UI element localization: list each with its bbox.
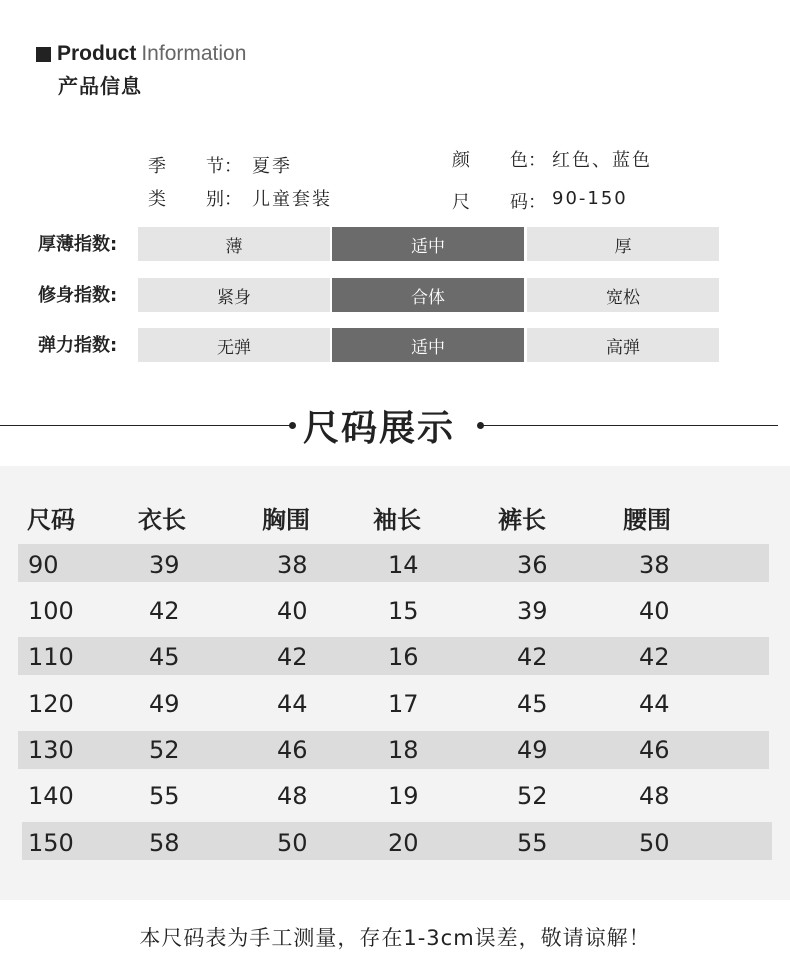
col-header-length: 衣长 bbox=[138, 506, 186, 534]
col-header-pants: 裤长 bbox=[498, 506, 546, 534]
table-cell: 100 bbox=[28, 597, 74, 625]
table-cell: 120 bbox=[28, 690, 74, 718]
table-cell: 39 bbox=[149, 551, 180, 579]
table-cell: 44 bbox=[639, 690, 670, 718]
thickness-index-label: 厚薄指数: bbox=[38, 234, 118, 255]
table-cell: 48 bbox=[639, 782, 670, 810]
table-cell: 50 bbox=[277, 829, 308, 857]
table-cell: 40 bbox=[277, 597, 308, 625]
heading-product-info-cn: 产品信息 bbox=[58, 74, 142, 98]
fit-index-label: 修身指数: bbox=[38, 285, 118, 306]
table-cell: 130 bbox=[28, 736, 74, 764]
table-cell: 18 bbox=[388, 736, 419, 764]
table-cell: 46 bbox=[277, 736, 308, 764]
thickness-option-medium: 适中 bbox=[332, 227, 524, 261]
square-bullet-icon bbox=[36, 47, 51, 62]
table-cell: 140 bbox=[28, 782, 74, 810]
table-cell: 42 bbox=[517, 643, 548, 671]
table-cell: 42 bbox=[149, 597, 180, 625]
table-cell: 14 bbox=[388, 551, 419, 579]
table-cell: 40 bbox=[639, 597, 670, 625]
section-title-size-chart: 尺码展示 bbox=[303, 408, 456, 449]
table-cell: 46 bbox=[639, 736, 670, 764]
attr-key: 尺 bbox=[452, 192, 470, 213]
table-cell: 48 bbox=[277, 782, 308, 810]
fit-option-loose: 宽松 bbox=[527, 278, 719, 312]
table-cell: 39 bbox=[517, 597, 548, 625]
attr-key: 色： bbox=[510, 150, 546, 171]
col-header-sleeve: 袖长 bbox=[373, 506, 421, 534]
table-cell: 36 bbox=[517, 551, 548, 579]
attr-key: 节： bbox=[206, 156, 242, 177]
attr-value: 红色、蓝色 bbox=[552, 150, 652, 171]
table-cell: 55 bbox=[517, 829, 548, 857]
col-header-chest: 胸围 bbox=[262, 506, 310, 534]
table-cell: 55 bbox=[149, 782, 180, 810]
table-cell: 45 bbox=[149, 643, 180, 671]
table-cell: 17 bbox=[388, 690, 419, 718]
table-cell: 49 bbox=[517, 736, 548, 764]
product-information-heading bbox=[36, 40, 246, 68]
attr-value: 90-150 bbox=[552, 188, 628, 209]
table-cell: 42 bbox=[639, 643, 670, 671]
attr-key: 颜 bbox=[452, 150, 470, 171]
attr-key: 类 bbox=[148, 189, 166, 210]
attr-key: 码： bbox=[510, 192, 546, 213]
fit-option-regular: 合体 bbox=[332, 278, 524, 312]
title-rule-right bbox=[483, 425, 778, 426]
table-cell: 150 bbox=[28, 829, 74, 857]
heading-product: Product bbox=[57, 42, 137, 65]
thickness-option-thin: 薄 bbox=[138, 227, 330, 261]
elasticity-option-none: 无弹 bbox=[138, 328, 330, 362]
attr-value: 儿童套装 bbox=[252, 189, 332, 210]
table-cell: 52 bbox=[517, 782, 548, 810]
title-dot-left bbox=[289, 422, 296, 429]
table-cell: 15 bbox=[388, 597, 419, 625]
measurement-disclaimer: 本尺码表为手工测量，存在1-3cm误差，敬请谅解！ bbox=[139, 926, 651, 950]
table-cell: 110 bbox=[28, 643, 74, 671]
table-cell: 38 bbox=[277, 551, 308, 579]
col-header-waist: 腰围 bbox=[623, 506, 671, 534]
table-cell: 90 bbox=[28, 551, 59, 579]
elasticity-option-medium: 适中 bbox=[332, 328, 524, 362]
attr-key: 别： bbox=[206, 189, 242, 210]
table-cell: 45 bbox=[517, 690, 548, 718]
table-cell: 52 bbox=[149, 736, 180, 764]
elasticity-option-high: 高弹 bbox=[527, 328, 719, 362]
fit-option-tight: 紧身 bbox=[138, 278, 330, 312]
table-cell: 20 bbox=[388, 829, 419, 857]
attr-key: 季 bbox=[148, 156, 166, 177]
table-cell: 44 bbox=[277, 690, 308, 718]
table-cell: 58 bbox=[149, 829, 180, 857]
table-cell: 42 bbox=[277, 643, 308, 671]
attr-value: 夏季 bbox=[252, 156, 292, 177]
col-header-size: 尺码 bbox=[27, 506, 75, 534]
table-cell: 19 bbox=[388, 782, 419, 810]
title-rule-left bbox=[0, 425, 290, 426]
thickness-option-thick: 厚 bbox=[527, 227, 719, 261]
table-cell: 38 bbox=[639, 551, 670, 579]
table-cell: 49 bbox=[149, 690, 180, 718]
table-cell: 50 bbox=[639, 829, 670, 857]
heading-information: Information bbox=[141, 42, 247, 65]
elasticity-index-label: 弹力指数: bbox=[38, 335, 118, 356]
table-cell: 16 bbox=[388, 643, 419, 671]
